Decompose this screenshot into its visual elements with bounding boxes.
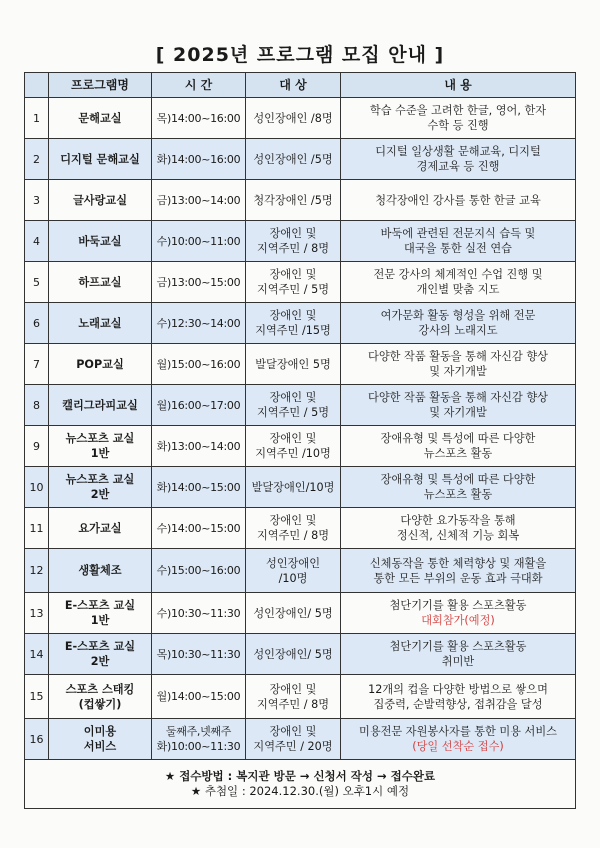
program-time-line: 화)14:00~15:00 (156, 480, 241, 494)
program-content-line: 신체동작을 통한 체력향상 및 재활을 (369, 556, 547, 570)
program-time-line: 월)16:00~17:00 (156, 398, 241, 412)
program-content-line: 취미반 (441, 655, 475, 668)
table-row (25, 98, 576, 139)
program-time (152, 634, 246, 675)
row-number: 8 (25, 385, 49, 426)
program-content-line: 학습 수준을 고려한 한글, 영어, 한자 (369, 104, 547, 117)
program-content (341, 180, 576, 221)
program-time-line: 화)10:00~11:30 (156, 740, 241, 753)
program-time-line: 수)14:00~15:00 (156, 521, 241, 535)
program-time-line: 수)15:00~16:00 (156, 564, 241, 577)
program-target (246, 426, 341, 467)
program-target-line: 성인장애인 /5명 (253, 152, 333, 166)
program-name-line: E-스포츠 교실 (64, 599, 136, 612)
program-time-line: 월)15:00~16:00 (156, 357, 241, 371)
program-target-line: 지역주민 / 8명 (256, 242, 330, 255)
program-time (152, 303, 246, 344)
program-target-line: 장애인 및 (269, 268, 317, 281)
program-target-line: 지역주민 / 5명 (256, 283, 330, 296)
program-name (49, 426, 152, 467)
row-number: 16 (25, 719, 49, 760)
program-name (49, 139, 152, 180)
program-time (152, 262, 246, 303)
program-time (152, 98, 246, 139)
program-time (152, 675, 246, 719)
program-name (49, 508, 152, 549)
program-content-line: 첨단기기를 활용 스포츠활동 (389, 599, 527, 612)
program-content-line: 바둑에 관련된 전문지식 습득 및 (380, 227, 536, 240)
row-number: 7 (25, 344, 49, 385)
program-name (49, 593, 152, 634)
row-number: 11 (25, 508, 49, 549)
program-name-line: 캘리그라피교실 (62, 398, 138, 412)
table-row (25, 262, 576, 303)
program-target (246, 549, 341, 593)
program-content-line: 다양한 요가동작을 통해 (400, 514, 516, 527)
program-content-line: 개인별 맞춤 지도 (416, 283, 500, 296)
program-name (49, 549, 152, 593)
program-name (49, 262, 152, 303)
footer-notice (25, 760, 576, 809)
program-content (341, 675, 576, 719)
program-content (341, 303, 576, 344)
table-row (25, 139, 576, 180)
program-content-line: 미용전문 자원봉사자를 통한 미용 서비스 (359, 725, 557, 738)
program-target (246, 98, 341, 139)
program-target (246, 385, 341, 426)
program-target (246, 139, 341, 180)
row-number: 14 (25, 634, 49, 675)
program-target (246, 719, 341, 760)
header-number (25, 73, 49, 98)
program-time (152, 139, 246, 180)
program-time (152, 467, 246, 508)
program-name (49, 98, 152, 139)
row-number: 1 (25, 98, 49, 139)
program-target-line: 장애인 및 (269, 432, 317, 445)
program-content (341, 344, 576, 385)
program-target-line: 지역주민 /15명 (255, 324, 331, 337)
program-name-line: 노래교실 (78, 316, 122, 330)
program-time-line: 금)13:00~15:00 (156, 275, 241, 289)
footer-draw-date: ★ 추첨일 : 2024.12.30.(월) 오후1시 예정 (190, 784, 410, 798)
program-target (246, 593, 341, 634)
program-content-line: 전문 강사의 체계적인 수업 진행 및 (373, 268, 543, 281)
program-target-line: 지역주민 / 20명 (253, 740, 333, 753)
program-content (341, 98, 576, 139)
program-time-line: 목)14:00~16:00 (156, 111, 241, 125)
program-content-line: 첨단기기를 활용 스포츠활동 (389, 640, 527, 653)
table-row (25, 549, 576, 593)
program-content-line: 다양한 작품 활동을 통해 자신감 향상 (368, 391, 548, 404)
table-row (25, 221, 576, 262)
program-content-line: 통한 모든 부위의 운동 효과 극대화 (373, 571, 543, 585)
program-table (24, 72, 576, 809)
program-name (49, 675, 152, 719)
header-content: 내 용 (341, 73, 576, 98)
header-target: 대 상 (246, 73, 341, 98)
program-time-line: 금)13:00~14:00 (156, 193, 241, 207)
program-target-line: 발달장애인/10명 (251, 480, 335, 494)
program-time-line: 목)10:30~11:30 (156, 647, 241, 661)
program-content (341, 719, 576, 760)
program-content (341, 221, 576, 262)
program-target-line: 청각장애인 /5명 (253, 193, 333, 207)
program-target-line: 장애인 및 (269, 725, 317, 738)
table-row (25, 719, 576, 760)
program-target (246, 262, 341, 303)
program-target-line: 성인장애인 /8명 (253, 111, 333, 125)
program-name-line: 이미용 (83, 725, 117, 738)
program-name (49, 221, 152, 262)
program-name-line: 1반 (90, 447, 110, 460)
program-content-line: 여가문화 활동 형성을 위해 전문 (380, 309, 536, 322)
row-number: 5 (25, 262, 49, 303)
program-target-line: 장애인 및 (269, 514, 317, 527)
row-number: 2 (25, 139, 49, 180)
program-name (49, 385, 152, 426)
table-row (25, 467, 576, 508)
program-time-line: 수)12:30~14:00 (156, 316, 241, 330)
row-number: 10 (25, 467, 49, 508)
program-target-line: 지역주민 /10명 (255, 447, 331, 460)
program-target-line: 발달장애인 5명 (255, 357, 331, 371)
program-rows (25, 98, 576, 760)
program-content-line: 강사의 노래지도 (418, 324, 498, 337)
program-content (341, 508, 576, 549)
table-row (25, 426, 576, 467)
program-target-line: 장애인 및 (269, 227, 317, 240)
program-name-line: 문해교실 (78, 111, 122, 125)
program-time (152, 426, 246, 467)
program-target (246, 180, 341, 221)
program-content (341, 467, 576, 508)
program-content-line: 장애유형 및 특성에 따른 다양한 (380, 432, 536, 445)
program-target (246, 508, 341, 549)
row-number: 3 (25, 180, 49, 221)
program-content (341, 426, 576, 467)
program-name-line: (컵쌓기) (78, 697, 122, 711)
program-target (246, 675, 341, 719)
program-target-line: 장애인 및 (269, 391, 317, 404)
program-content-line: 집중력, 순발력향상, 접취감을 달성 (373, 697, 543, 711)
program-target (246, 303, 341, 344)
program-content (341, 139, 576, 180)
program-name-line: 디지털 문해교실 (60, 152, 140, 166)
program-content (341, 549, 576, 593)
table-row (25, 508, 576, 549)
program-name-line: 글사랑교실 (72, 193, 128, 207)
program-content-line: 12개의 컵을 다양한 방법으로 쌓으며 (368, 682, 548, 696)
program-target-line: 장애인 및 (269, 309, 317, 322)
program-target (246, 344, 341, 385)
program-name-line: E-스포츠 교실 (64, 640, 136, 653)
program-time-line: 월)14:00~15:00 (156, 690, 241, 703)
program-target-line: 성인장애인 (265, 556, 321, 570)
program-target (246, 634, 341, 675)
table-row (25, 180, 576, 221)
program-name-line: 서비스 (83, 740, 117, 753)
program-name (49, 467, 152, 508)
program-name-line: POP교실 (76, 357, 124, 371)
program-time (152, 385, 246, 426)
program-name (49, 634, 152, 675)
program-content-line: 정신적, 신체적 기능 회복 (396, 529, 520, 542)
program-name-line: 바둑교실 (78, 234, 122, 248)
program-content-line: 디지털 일상생활 문해교육, 디지털 (375, 145, 541, 158)
program-name-line: 1반 (90, 614, 110, 627)
program-target-line: /10명 (278, 571, 308, 585)
program-name-line: 생활체조 (78, 564, 122, 577)
table-row (25, 634, 576, 675)
program-content-line: 및 자기개발 (429, 406, 487, 419)
program-target-line: 지역주민 / 8명 (256, 529, 330, 542)
row-number: 4 (25, 221, 49, 262)
program-target (246, 221, 341, 262)
program-time (152, 221, 246, 262)
program-name (49, 344, 152, 385)
program-target-line: 지역주민 / 8명 (256, 697, 330, 711)
program-content-line: 뉴스포츠 활동 (423, 447, 493, 460)
row-number: 15 (25, 675, 49, 719)
table-row (25, 303, 576, 344)
row-number: 9 (25, 426, 49, 467)
header-time: 시 간 (152, 73, 246, 98)
program-target-line: 지역주민 / 5명 (256, 406, 330, 419)
table-row (25, 385, 576, 426)
program-name (49, 719, 152, 760)
program-time-line: 둘째주,넷째주 (165, 725, 232, 738)
program-time-line: 화)14:00~16:00 (156, 152, 241, 166)
program-content-line: 뉴스포츠 활동 (423, 488, 493, 501)
program-target-line: 성인장애인/ 5명 (253, 606, 333, 620)
program-content-highlight: 대회참가(예정) (421, 614, 495, 627)
program-name-line: 뉴스포츠 교실 (65, 432, 135, 445)
program-content-line: 청각장애인 강사를 통한 한글 교육 (375, 193, 541, 207)
program-name-line: 스포츠 스태킹 (65, 682, 135, 696)
program-name-line: 뉴스포츠 교실 (65, 473, 135, 486)
program-target-line: 성인장애인/ 5명 (253, 647, 333, 661)
table-row (25, 675, 576, 719)
program-time-line: 수)10:00~11:00 (156, 234, 241, 248)
program-name (49, 303, 152, 344)
program-content (341, 593, 576, 634)
program-name-line: 2반 (90, 655, 110, 668)
program-content (341, 385, 576, 426)
program-name (49, 180, 152, 221)
row-number: 13 (25, 593, 49, 634)
program-time-line: 화)13:00~14:00 (156, 439, 241, 453)
header-row (25, 73, 576, 98)
program-target-line: 장애인 및 (269, 682, 317, 696)
program-time (152, 344, 246, 385)
program-content-line: 대국을 통한 실전 연습 (404, 242, 512, 255)
program-time (152, 593, 246, 634)
program-content-highlight: (당일 선착순 접수) (412, 740, 504, 753)
program-name-line: 요가교실 (78, 521, 122, 535)
program-time (152, 719, 246, 760)
program-target (246, 467, 341, 508)
row-number: 12 (25, 549, 49, 593)
program-time (152, 180, 246, 221)
program-time (152, 508, 246, 549)
page-title: [ 2025년 프로그램 모집 안내 ] (155, 44, 445, 66)
header-program-name: 프로그램명 (49, 73, 152, 98)
program-content (341, 262, 576, 303)
row-number: 6 (25, 303, 49, 344)
program-content-line: 수학 등 진행 (427, 119, 489, 132)
program-name-line: 하프교실 (78, 275, 122, 289)
program-content-line: 경제교육 등 진행 (416, 160, 500, 173)
program-content-line: 다양한 작품 활동을 통해 자신감 향상 (368, 350, 548, 363)
program-content (341, 634, 576, 675)
program-time-line: 수)10:30~11:30 (156, 606, 241, 620)
program-name-line: 2반 (90, 488, 110, 501)
program-content-line: 장애유형 및 특성에 따른 다양한 (380, 473, 536, 486)
footer-row (25, 760, 576, 809)
footer-method: ★ 접수방법 : 복지관 방문 → 신청서 작성 → 접수완료 (164, 769, 436, 783)
program-content-line: 및 자기개발 (429, 365, 487, 378)
program-time (152, 549, 246, 593)
table-row (25, 344, 576, 385)
table-row (25, 593, 576, 634)
